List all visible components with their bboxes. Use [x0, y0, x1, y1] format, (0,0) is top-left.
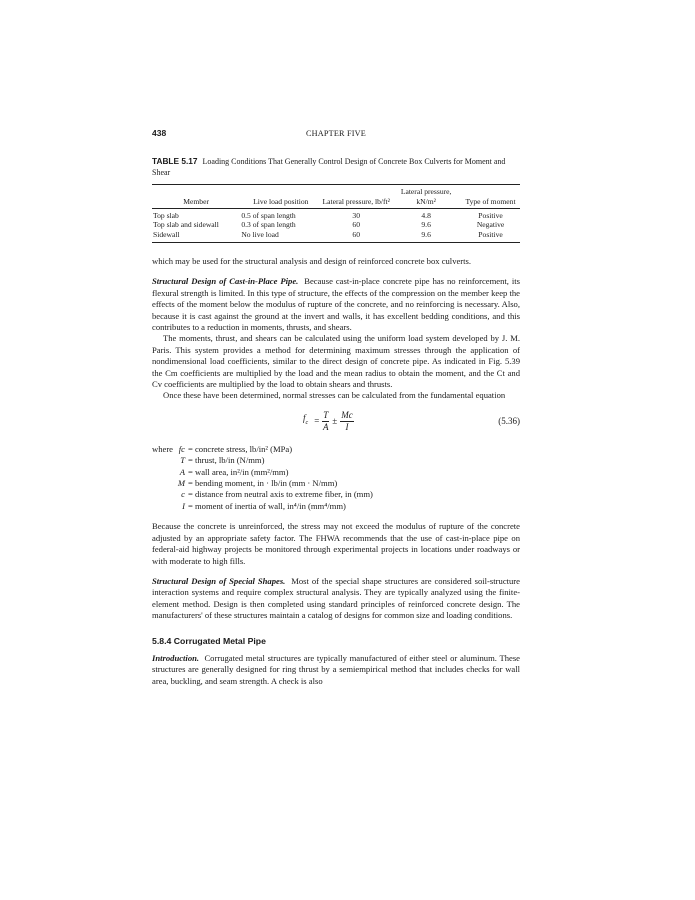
paragraph-unreinforced: Because the concrete is unreinforced, the stress may not exceed the modulus of rupture of the concrete adjusted by an appropriate safety factor. The FHWA recommends that the use of cast-in-place pipe on federal-aid highway projects be monitored through experimental projects in locations under roadways or with moderate to high fills. — [152, 521, 520, 566]
paragraph-special-shapes — [152, 576, 520, 622]
paragraph-fundamental-equation: Once these have been determined, normal stresses can be calculated from the fundamental equation — [163, 390, 506, 401]
definition-row: M = bending moment, in · lb/in (mm · N/mm) — [177, 478, 338, 489]
table-cell: 60 — [321, 230, 391, 242]
table-cell: 0.5 of span length — [241, 210, 296, 220]
table-caption-text: Loading Conditions That Generally Control Design of Concrete Box Culverts for Moment and Shear — [152, 157, 506, 177]
page-header — [152, 128, 520, 142]
table-cell: 9.6 — [421, 220, 431, 230]
table-header-cell: Type of moment — [461, 185, 520, 209]
table-cell: 9.6 — [391, 230, 461, 242]
definition-row: c = distance from neutral axis to extreme fiber, in (mm) — [181, 489, 373, 500]
equals-sign: = — [314, 415, 320, 426]
paragraph-uniform-load: The moments, thrust, and shears can be calculated using the uniform load system developed by J. M. Paris. This system provides a method for determining maximum stresses through the application of nondimensional load coefficients, similar to the direct design of concrete pipe. As indicated in Fig. 5.39 the Cm coefficients are multiplied by the load and the mean radius to obtain the moment, and the Ct and Cv coefficients are multiplied by the load to obtain shears and thrusts. — [152, 333, 520, 390]
document-page — [152, 128, 520, 687]
table-row — [152, 220, 520, 230]
cast-in-place-text: Because cast-in-place concrete pipe has no reinforcement, its flexural strength is limited. In this type of structure, the effects of the compression on the member keep the effects of the moment below the modulus of rupture of the concrete, and no reinforcing is necessary. Also, because it is cast against the ground at the invert and walls, it has excellent bedding conditions, and this contributes to a reduction in moments, thrusts, and shears. — [152, 276, 520, 333]
table-cell: Top slab and sidewall — [153, 220, 219, 230]
table-cell: Positive — [461, 230, 520, 242]
table-cell: 0.3 of span length — [241, 220, 296, 230]
table-caption — [152, 156, 520, 178]
introduction-text: Corrugated metal structures are typically manufactured of either steel or aluminum. These structures are generally designed for ring thrust by a semiempirical method that includes checks for wall area, buckling, and seam strength. A check is also — [152, 652, 520, 686]
chapter-title: CHAPTER FIVE — [306, 129, 366, 138]
definition-row: where fc = concrete stress, lb/in² (MPa) — [152, 443, 293, 454]
fraction-t-over-a: $\frac{T}{A}$ — [323, 409, 329, 432]
table-cell: 30 — [352, 210, 361, 220]
table-cell: Negative — [476, 220, 505, 230]
table-header-row — [152, 185, 520, 209]
table-row — [152, 208, 520, 220]
equation-number: (5.36) — [498, 415, 520, 426]
special-shapes-heading: Structural Design of Special Shapes. — [152, 575, 286, 586]
table-cell: 4.8 — [421, 210, 431, 220]
definition-row: A = wall area, in²/in (mm²/mm) — [179, 466, 289, 477]
equation-body — [300, 410, 354, 433]
page-number: 438 — [152, 128, 167, 138]
cast-in-place-heading: Structural Design of Cast-in-Place Pipe. — [152, 276, 299, 287]
definition-row: T = thrust, lb/in (N/mm) — [180, 455, 265, 466]
equation-5-36 — [152, 408, 520, 438]
table-header-cell: Live load position — [240, 185, 321, 209]
loading-conditions-table — [152, 184, 520, 243]
table-cell: Sidewall — [152, 230, 240, 242]
table-header-cell: Lateral pressure, kN/m² — [391, 185, 461, 209]
table-cell: Top slab — [153, 210, 179, 220]
introduction-heading: Introduction. — [152, 652, 200, 663]
variable-definitions — [152, 444, 520, 512]
table-row — [152, 230, 520, 242]
paragraph-cast-in-place — [152, 276, 520, 333]
table-cell: Positive — [478, 210, 503, 220]
table-cell: 60 — [352, 220, 361, 230]
table-cell: No live load — [240, 230, 321, 242]
paragraph-introduction — [152, 653, 520, 687]
special-shapes-text: Most of the special shape structures are considered soil-structure interaction systems and require complex structural analysis. They are typically analyzed using the finite-element method. Design is then completed using standard principles of reinforced concrete design. The manufacturers' of these structures maintain a catalog of designs for common size and loading conditions. — [152, 575, 520, 621]
paragraph-box-culverts: which may be used for the structural analysis and design of reinforced concrete box culverts. — [152, 255, 472, 266]
table-header-cell: Lateral pressure, lb/ft² — [321, 185, 391, 209]
definition-row: I = moment of inertia of wall, in⁴/in (mm⁴/mm) — [182, 500, 346, 511]
table-number: TABLE 5.17 — [152, 156, 198, 166]
fraction-mc-over-i: $\frac{Mc}{I}$ — [341, 409, 353, 432]
equation-lhs: $f_c$ — [303, 413, 309, 427]
table-header-cell: Member — [152, 185, 240, 209]
section-heading: 5.8.4 Corrugated Metal Pipe — [152, 635, 266, 646]
plus-minus-sign: ± — [332, 415, 338, 426]
